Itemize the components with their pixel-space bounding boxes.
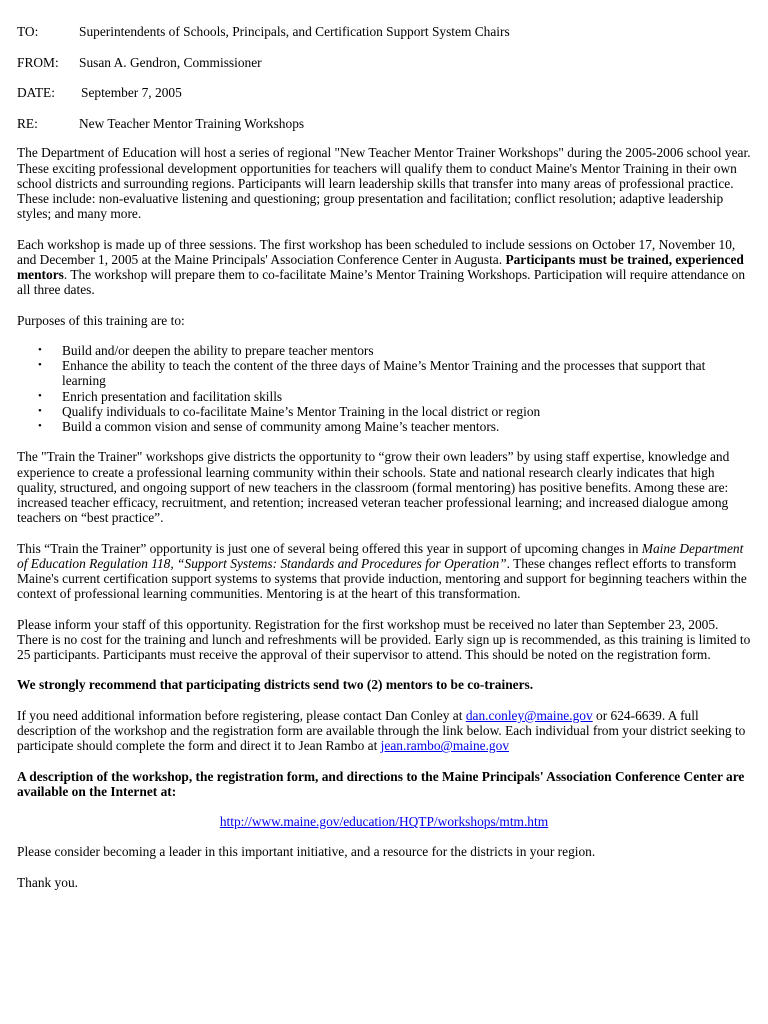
workshop-url-link[interactable]: http://www.maine.gov/education/HQTP/workshops/mtm.htm [219,814,549,830]
workshop-url-paragraph [17,814,751,829]
closing: Thank you. [17,874,78,890]
leader-paragraph: Please consider becoming a leader in this important initiative, and a resource for the districts in your region. [17,844,596,860]
regulation-text-end: . These changes reflect efforts to transform Maine's current certification support systems to systems that provide induction, mentoring and support for beginning teachers within the context of professional learning communities. Mentoring is at the heart of this transformation. [17,555,747,602]
list-item: • Qualify individuals to co-facilitate Maine’s Mentor Training in the local district or region [62,404,751,419]
from-label: FROM: [17,54,59,70]
recommendation-paragraph [17,677,751,692]
to-label: TO: [17,24,39,39]
list-item: • Build a common vision and sense of community among Maine’s teacher mentors. [62,419,751,434]
train-the-trainer-paragraph: The "Train the Trainer" workshops give districts the opportunity to “grow their own leaders” by using staff expertise, knowledge and experience to create a professional learning community within their schools. State and national research clearly indicates that high quality, structured, and ongoing support of new teachers in the classroom (formal mentoring) has positive benefits. Among these are: increased teacher efficacy, recruitment, and retention; increased veteran teacher professional learning; and increased dialogue among teachers on “best practice”. [17,449,730,526]
sessions-text: Each workshop is made up of three sessions. The first workshop has been scheduled to include sessions on October 17, November 10, and December 1, 2005 at the Maine Principals' Association Conference Center in Augusta. [17,236,736,267]
contact-paragraph [17,708,751,754]
date-label: DATE: [17,85,55,101]
memo-from-line [17,55,751,70]
list-item: • Enrich presentation and facilitation skills [62,389,751,404]
registration-paragraph: Please inform your staff of this opportunity. Registration for the first workshop must be received no later than September 23, 2005. There is no cost for the training and lunch and refreshments will be provided. Early sign up is recommended, as this training is limited to 25 participants. Participants must receive the approval of their supervisor to attend. This should be noted on the registration form. [17,616,751,662]
purposes-list [17,343,751,434]
re-value: New Teacher Mentor Training Workshops [79,116,305,132]
purposes-intro: Purposes of this training are to: [17,312,185,328]
internet-description-paragraph [17,769,751,799]
internet-description-text: A description of the workshop, the registration form, and directions to the Maine Principals' Association Conference Center are available on the Internet at: [17,768,745,799]
memo-date-line [17,85,751,100]
contact-text: If you need additional information before registering, please contact Dan Conley at [17,707,466,723]
regulation-text: This “Train the Trainer” opportunity is just one of several being offered this year in support of upcoming changes in [17,540,642,556]
contact-text-mid: or 624-6639. A full description of the workshop and the registration form are available through the link below. Each individual from your district seeking to participate should complete the form and direct it to Jean Rambo at [17,707,746,754]
dan-conley-email-link[interactable]: dan.conley@maine.gov [465,707,593,723]
jean-rambo-email-link[interactable]: jean.rambo@maine.gov [380,738,510,754]
memo-re-line [17,116,751,131]
date-value: September 7, 2005 [81,85,182,101]
trained-mentors-emphasis: Participants must be trained, experienced mentors [17,251,744,282]
to-value: Superintendents of Schools, Principals, and Certification Support System Chairs [79,24,510,39]
intro-paragraph: The Department of Education will host a series of regional "New Teacher Mentor Trainer Workshops" during the 2005-2006 school year. These exciting professional development opportunities for teachers will qualify them to conduct Maine's Mentor Training in their own school districts and surrounding regions. Participants will learn leadership skills that transfer into many areas of professional practice. These include: non-evaluative listening and questioning; group presentation and facilitation; conflict resolution; adaptive leadership styles; and many more. [17,145,751,222]
recommendation-text: We strongly recommend that participating districts send two (2) mentors to be co-trainers. [17,677,534,693]
regulation-title: Maine Department of Education Regulation 118, “Support Systems: Standards and Procedures for Operation” [17,540,744,571]
workshop-sessions-paragraph [17,237,751,298]
list-item: • Enhance the ability to teach the content of the three days of Maine’s Mentor Training and the processes that support that learning [62,358,751,388]
memo-to-line [17,24,751,39]
from-value: Susan A. Gendron, Commissioner [79,54,262,70]
re-label: RE: [17,116,38,132]
regulation-paragraph [17,541,751,602]
sessions-text-end: . The workshop will prepare them to co-facilitate Maine’s Mentor Training Workshops. Participation will require attendance on all three dates. [17,266,746,298]
list-item: • Build and/or deepen the ability to prepare teacher mentors [62,343,751,358]
